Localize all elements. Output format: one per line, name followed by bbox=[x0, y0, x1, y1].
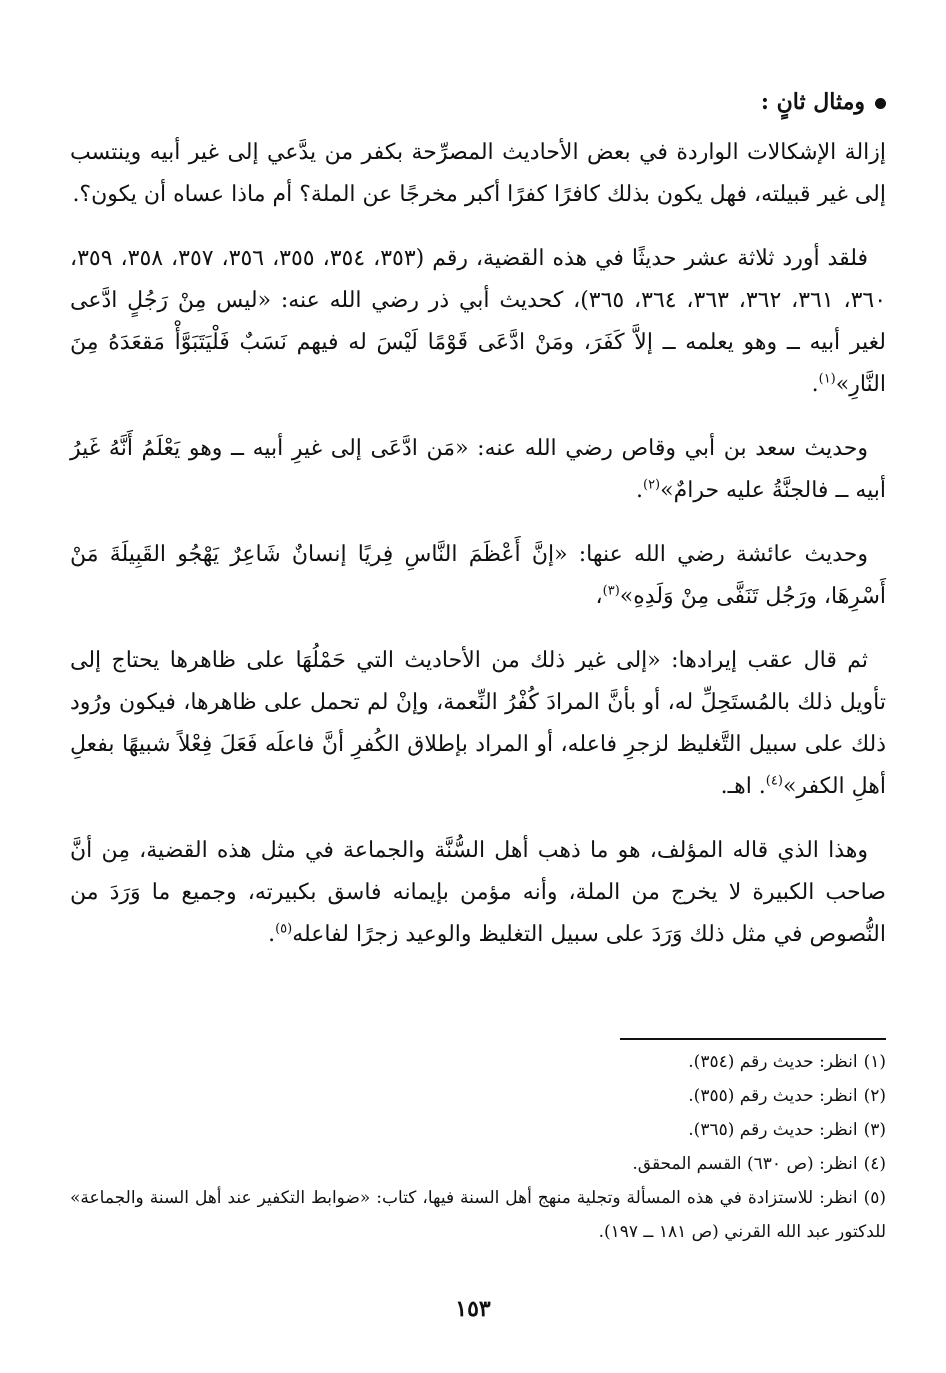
paragraph-5 bbox=[70, 640, 886, 808]
paragraph-2 bbox=[70, 238, 886, 406]
paragraph-6-text: وهذا الذي قاله المؤلف، هو ما ذهب أهل السُّنَّة والجماعة في مثل هذه القضية، مِن أنَّ صاحب الكبيرة لا يخرج من الملة، وأنه مؤمن بإيمانه فاسق بكبيرته، وجميع ما وَرَدَ من النُّصوص في مثل ذلك وَرَدَ على سبيل التغليظ والوعيد زجرًا لفاعله bbox=[70, 838, 886, 947]
paragraph-4-tail: ، bbox=[595, 584, 603, 609]
paragraph-3-text: وحديث سعد بن أبي وقاص رضي الله عنه: «مَن ادَّعَى إلى غيرِ أبيه ــ وهو يَعْلَمُ أَنَّهُ غَيرُ أبيه ــ فالجنَّةُ عليه حرامٌ» bbox=[70, 436, 886, 503]
footnote-ref-1: (١) bbox=[818, 371, 836, 387]
footnote-text: انظر: حديث رقم (٣٥٤). bbox=[688, 1052, 858, 1072]
footnote-text: انظر: حديث رقم (٣٦٥). bbox=[688, 1120, 858, 1140]
page-number: ١٥٣ bbox=[455, 1296, 491, 1322]
footnote-4 bbox=[70, 1147, 886, 1181]
bullet-icon bbox=[875, 98, 886, 109]
footnote-2 bbox=[70, 1079, 886, 1113]
footnote-number: (١) bbox=[863, 1052, 886, 1072]
footnote-ref-4: (٤) bbox=[765, 773, 783, 789]
footnote-3 bbox=[70, 1113, 886, 1147]
footnote-number: (٢) bbox=[863, 1086, 886, 1106]
paragraph-4-text: وحديث عائشة رضي الله عنها: «إنَّ أَعْظَمَ النَّاسِ فِريًا إنسانٌ شَاعِرٌ يَهْجُو القَبِيلَةَ مَنْ أَسْرِهَا، ورَجُل تَنَفَّى مِنْ وَلَدِهِ» bbox=[70, 542, 886, 609]
main-text bbox=[70, 82, 886, 978]
paragraph-3 bbox=[70, 428, 886, 512]
section-heading-text: ومثال ثانٍ : bbox=[760, 89, 865, 115]
footnote-ref-3: (٣) bbox=[602, 583, 620, 599]
paragraph-3-tail: . bbox=[635, 478, 643, 503]
footnote-ref-5: (٥) bbox=[275, 921, 293, 937]
footnote-1 bbox=[70, 1045, 886, 1079]
paragraph-6 bbox=[70, 830, 886, 956]
paragraph-5-tail: . اهـ. bbox=[720, 774, 766, 799]
footnote-number: (٤) bbox=[863, 1154, 886, 1174]
footnote-number: (٥) bbox=[863, 1188, 886, 1208]
section-heading bbox=[70, 82, 886, 122]
paragraph-1 bbox=[70, 132, 886, 216]
footnote-divider bbox=[620, 1038, 886, 1040]
paragraph-5-text: ثم قال عقب إيرادها: «إلى غير ذلك من الأحاديث التي حَمْلُهَا على ظاهرها يحتاج إلى تأويل ذلك بالمُستَحِلِّ له، أو بأنَّ المرادَ كُفْرُ النِّعمة، وإنْ لم تحمل على ظاهرها، فيكون ورُود ذلك على سبيل التَّغليظ لزجرِ فاعله، أو المراد بإطلاق الكُفرِ أنَّ فاعلَه فَعَلَ فِعْلاً شبيهًا بفعلِ أهلِ الكفر» bbox=[70, 648, 886, 799]
paragraph-2-text: فلقد أورد ثلاثة عشر حديثًا في هذه القضية، رقم (٣٥٣، ٣٥٤، ٣٥٥، ٣٥٦، ٣٥٧، ٣٥٨، ٣٥٩، ٣٦٠، ٣٦١، ٣٦٢، ٣٦٣، ٣٦٤، ٣٦٥)، كحديث أبي ذر رضي الله عنه: «ليس مِنْ رَجُلٍ ادَّعى لغير أبيه ــ وهو يعلمه ــ إلاَّ كَفَرَ، ومَنْ ادَّعَى قَوْمًا لَيْسَ له فيهم نَسَبٌ فَلْيَتَبَوَّأْ مَقعَدَهُ مِنَ النَّارِ» bbox=[70, 246, 887, 397]
paragraph-2-tail: . bbox=[811, 372, 819, 397]
paragraph-1-text: إزالة الإشكالات الواردة في بعض الأحاديث المصرِّحة بكفر من يدَّعي إلى غير أبيه وينتسب إلى غير قبيلته، فهل يكون بذلك كافرًا كفرًا أكبر مخرجًا عن الملة؟ أم ماذا عساه أن يكون؟. bbox=[70, 140, 886, 207]
footnote-text: انظر: للاستزادة في هذه المسألة وتجلية منهج أهل السنة فيها، كتاب: «ضوابط التكفير عند أهل السنة والجماعة» للدكتور عبد الله القرني (ص ١٨١ ــ ١٩٧). bbox=[70, 1188, 886, 1242]
footnote-ref-2: (٢) bbox=[642, 477, 661, 493]
footnote-number: (٣) bbox=[863, 1120, 886, 1140]
footnote-5 bbox=[70, 1181, 886, 1249]
footnote-text: انظر: (ص ٦٣٠) القسم المحقق. bbox=[632, 1154, 858, 1174]
footnote-text: انظر: حديث رقم (٣٥٥). bbox=[688, 1086, 858, 1106]
paragraph-4 bbox=[70, 534, 886, 618]
footnotes bbox=[70, 1045, 886, 1249]
paragraph-6-tail: . bbox=[268, 922, 276, 947]
